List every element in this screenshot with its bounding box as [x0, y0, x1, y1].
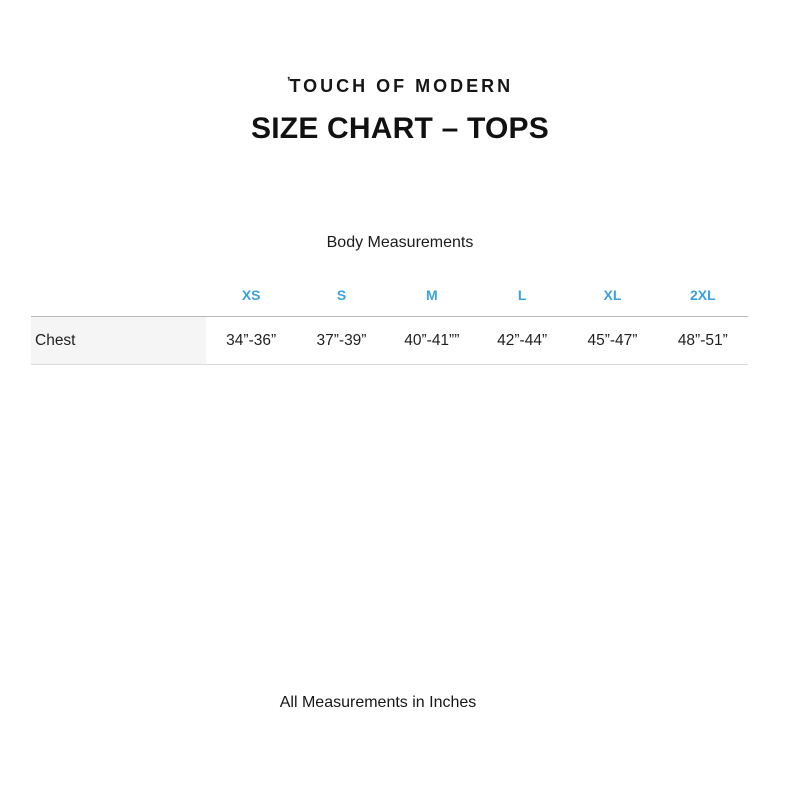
cell-chest-l: 42”-44”	[497, 331, 548, 349]
cell-chest-2xl: 48”-51”	[677, 331, 728, 349]
table-row-chest	[31, 316, 748, 365]
column-header-s: S	[336, 287, 347, 303]
column-header-l: L	[517, 287, 527, 303]
page-title: SIZE CHART – TOPS	[251, 112, 549, 145]
brand-logo-text: TOUCH OF MODERN	[289, 76, 514, 96]
size-table-header-row	[31, 285, 748, 316]
size-table	[31, 285, 748, 365]
column-header-xs: XS	[241, 287, 261, 303]
column-header-xl: XL	[603, 287, 622, 303]
row-label-chest: Chest	[31, 317, 206, 364]
cell-chest-s: 37”-39”	[316, 331, 367, 349]
column-header-m: M	[425, 287, 438, 303]
body-measurements-label: Body Measurements	[326, 234, 474, 251]
column-header-2xl: 2XL	[689, 287, 716, 303]
cell-chest-m: 40”-41””	[404, 331, 460, 349]
logo-tick-mark: ʼ	[286, 74, 291, 89]
cell-chest-xl: 45”-47”	[587, 331, 638, 349]
footer-note: All Measurements in Inches	[279, 694, 477, 711]
cell-chest-xs: 34”-36”	[226, 331, 277, 349]
brand-logo	[0, 74, 800, 97]
